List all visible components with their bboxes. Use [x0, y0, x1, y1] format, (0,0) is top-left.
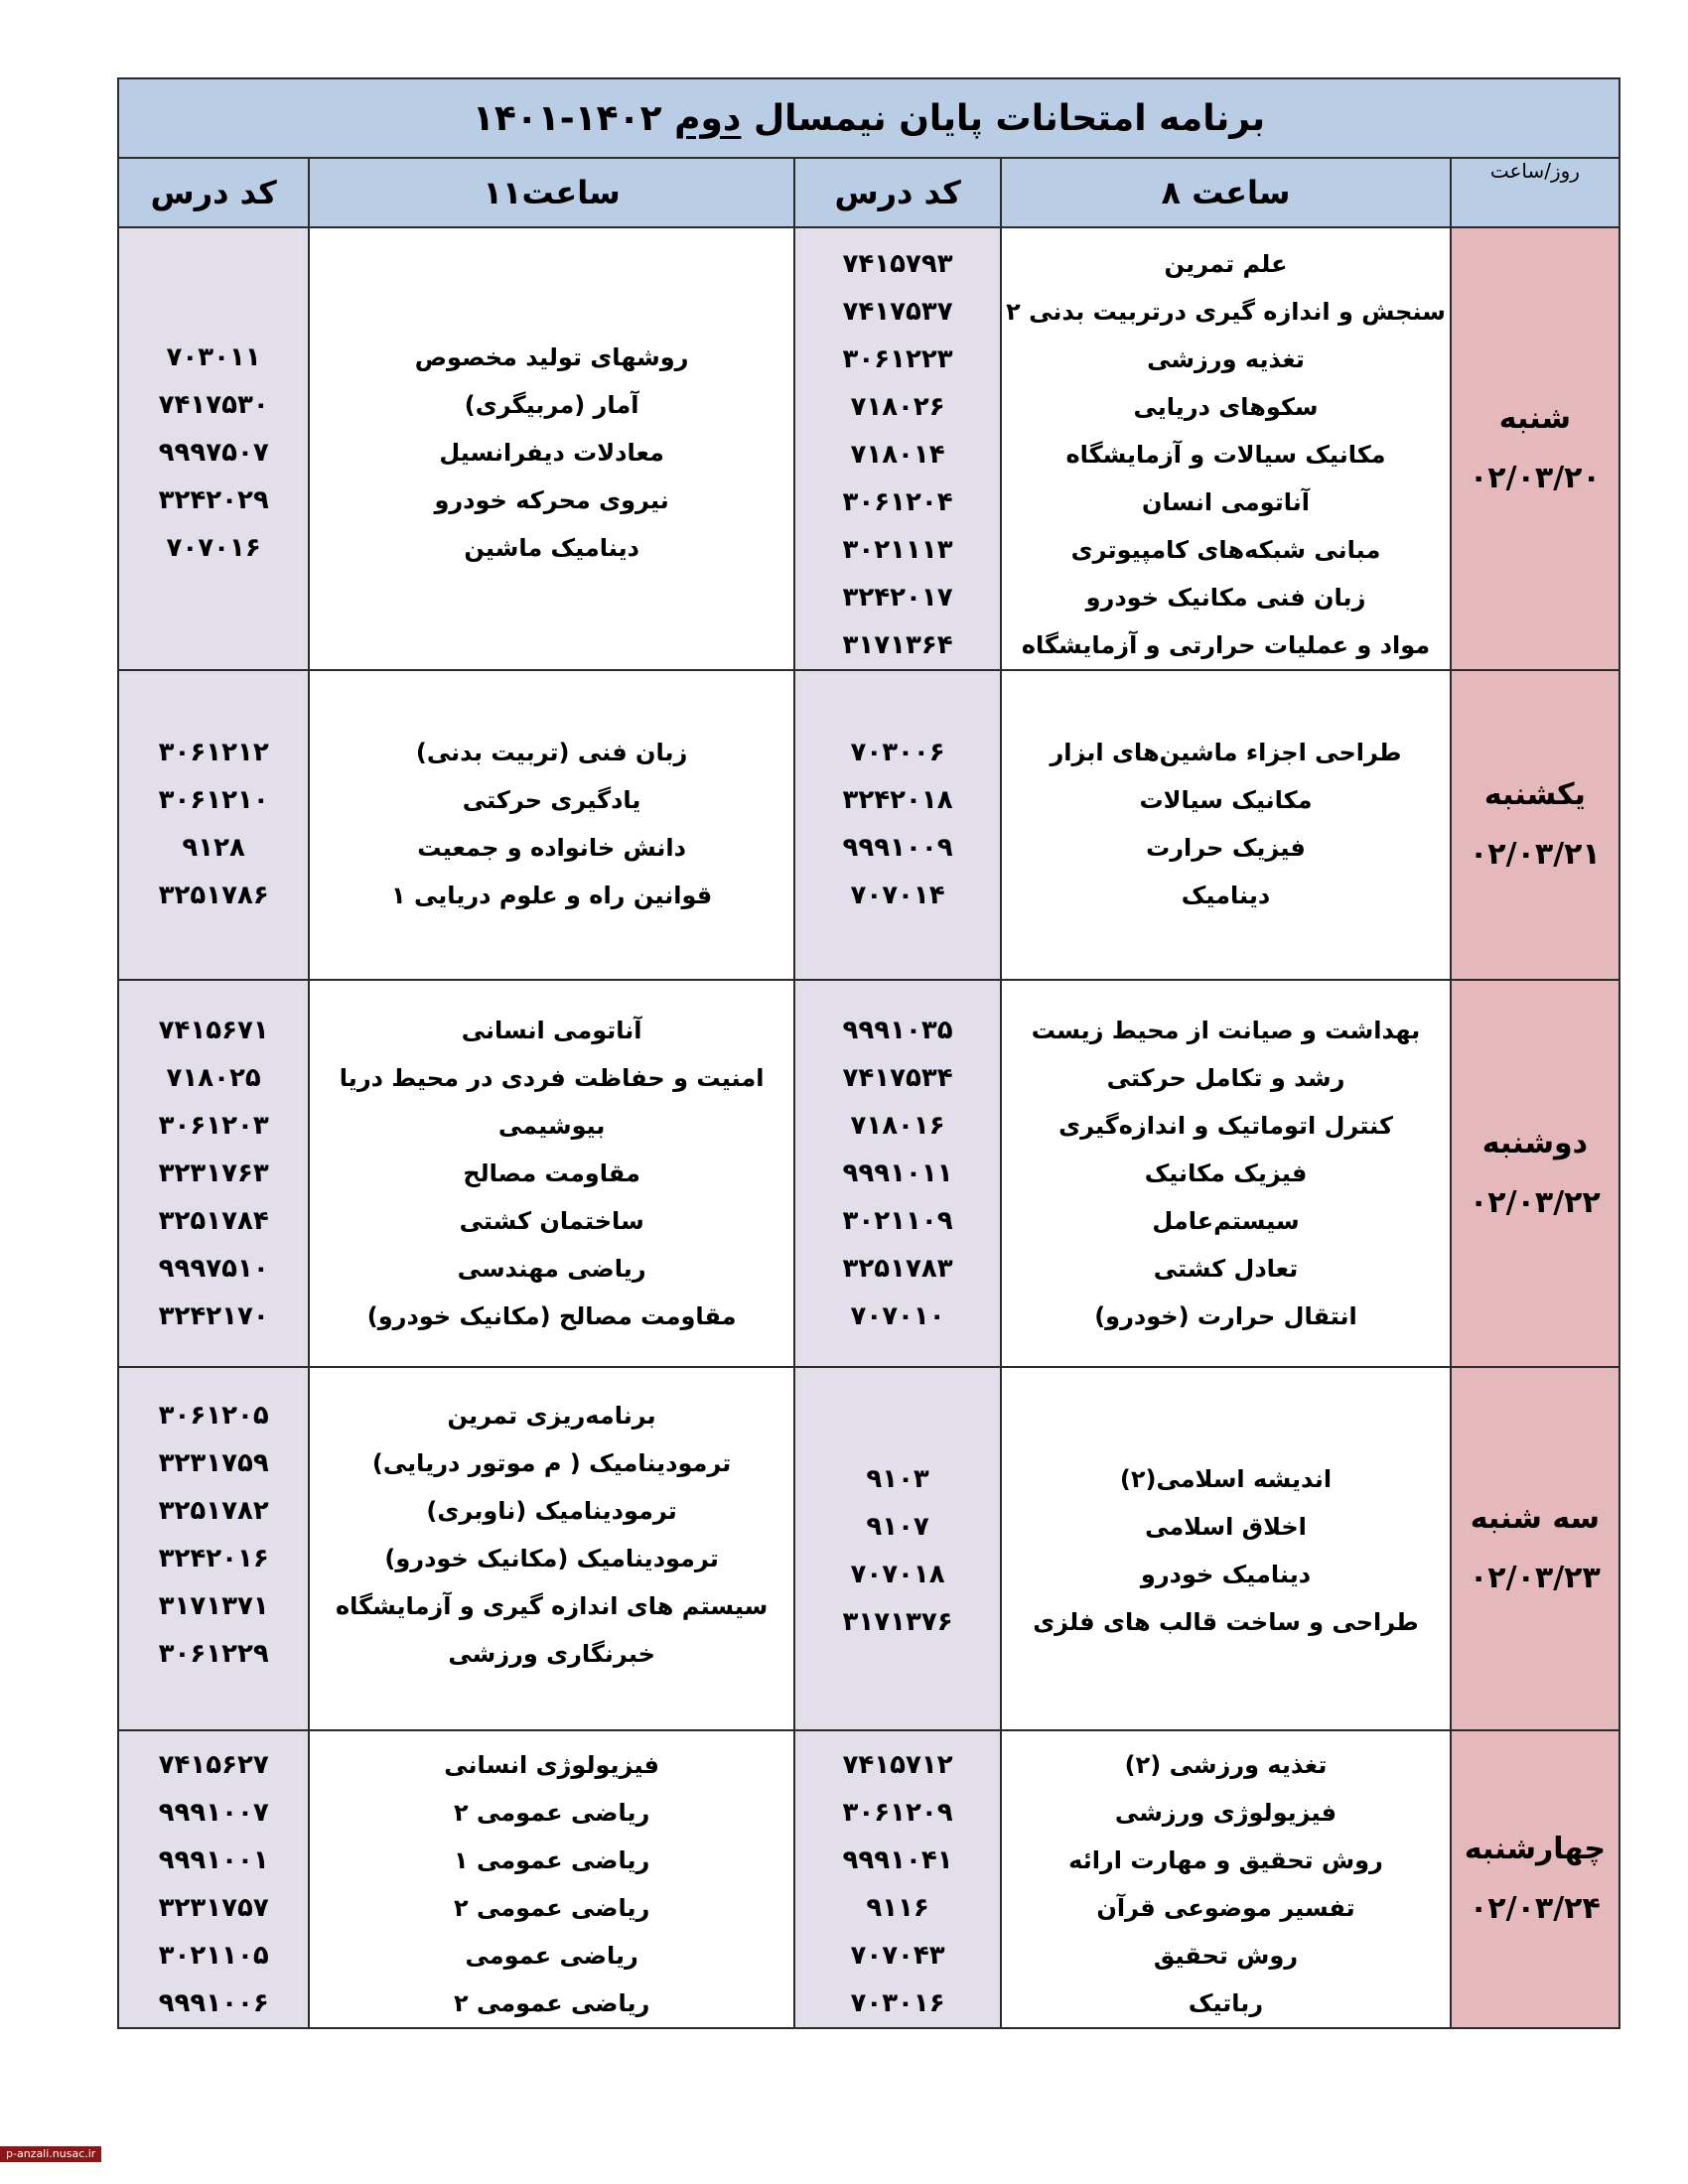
- course-name: سکوهای دریایی: [1133, 393, 1319, 421]
- day-row: [118, 980, 1619, 1367]
- course-name: اندیشه اسلامی(۲): [1119, 1465, 1333, 1493]
- course-list: [1002, 981, 1450, 1340]
- course-code: ۷۴۱۵۶۲۷: [158, 1750, 269, 1780]
- slot-11-codes: [118, 227, 309, 670]
- course-code: ۹۹۹۱۰۰۷: [158, 1798, 269, 1828]
- course-name: دانش خانواده و جمعیت: [417, 834, 686, 862]
- course-name: خبرنگاری ورزشی: [448, 1640, 655, 1668]
- course-name: ساختمان کشتی: [459, 1207, 644, 1235]
- course-name: ریاضی مهندسی: [457, 1255, 646, 1283]
- header-day-time: روز/ساعت: [1451, 158, 1619, 227]
- course-code-list: [119, 228, 308, 572]
- course-name: تفسیر موضوعی قرآن: [1096, 1894, 1355, 1922]
- course-name: روش تحقیق و مهارت ارائه: [1068, 1846, 1383, 1874]
- course-code: ۳۲۵۱۷۸۲: [158, 1496, 269, 1526]
- course-name: ریاضی عمومی ۲: [453, 1989, 650, 2017]
- slot-8-courses: [1001, 1367, 1451, 1730]
- course-code-list: [119, 981, 308, 1340]
- course-code: ۳۰۶۱۲۲۳: [842, 344, 953, 374]
- slot-8-courses: [1001, 1730, 1451, 2028]
- course-name: اخلاق اسلامی: [1145, 1513, 1307, 1541]
- course-name: ترمودینامیک (ناوبری): [426, 1497, 677, 1525]
- course-code: ۳۰۲۱۱۰۵: [158, 1941, 269, 1971]
- day-cell: [1451, 1367, 1619, 1730]
- course-name: روشهای تولید مخصوص: [414, 343, 689, 371]
- course-code: ۳۲۴۲۰۱۷: [842, 583, 953, 613]
- slot-11-courses: [309, 1367, 794, 1730]
- course-list: [310, 981, 793, 1340]
- schedule-title: [118, 78, 1619, 158]
- course-list: [1002, 1731, 1450, 2027]
- course-name: مکانیک سیالات و آزمایشگاه: [1065, 441, 1386, 469]
- course-code: ۳۱۷۱۳۶۴: [842, 630, 953, 660]
- course-code: ۹۹۹۱۰۴۱: [842, 1845, 953, 1875]
- schedule-body: [118, 227, 1619, 2028]
- course-name: کنترل اتوماتیک و اندازه‌گیری: [1058, 1112, 1393, 1140]
- course-name: مقاومت مصالح (مکانیک خودرو): [366, 1302, 737, 1330]
- course-name: آمار (مربیگری): [464, 391, 639, 419]
- course-code: ۳۲۴۲۰۱۸: [842, 785, 953, 815]
- course-name: دینامیک: [1181, 882, 1271, 909]
- course-code: ۳۲۵۱۷۸۳: [842, 1254, 953, 1284]
- course-name: فیزیولوژی ورزشی: [1114, 1799, 1337, 1827]
- course-code-list: [119, 1731, 308, 2027]
- course-name: بیوشیمی: [497, 1112, 606, 1140]
- course-name: معادلات دیفرانسیل: [439, 439, 664, 467]
- course-code: ۳۱۷۱۳۷۱: [158, 1591, 269, 1621]
- course-name: ترمودینامیک ( م موتور دریایی): [371, 1449, 732, 1477]
- course-code: ۷۱۸۰۲۶: [850, 392, 945, 422]
- exam-schedule-table: [117, 77, 1620, 2029]
- day-name: شنبه: [1498, 401, 1571, 436]
- course-name: سنجش و اندازه گیری درتربیت بدنی ۲: [1006, 298, 1446, 326]
- course-name: برنامه‌ریزی تمرین: [447, 1402, 656, 1430]
- course-code: ۳۰۶۱۲۰۳: [158, 1111, 269, 1141]
- course-code: ۳۲۵۱۷۸۶: [158, 881, 269, 910]
- site-logo: p-anzali.nusac.ir: [0, 2146, 101, 2162]
- slot-11-courses: [309, 670, 794, 980]
- header-time-8: ساعت ۸: [1001, 158, 1451, 227]
- course-list: [310, 1368, 793, 1678]
- course-name: ریاضی عمومی ۲: [453, 1894, 650, 1922]
- slot-8-courses: [1001, 227, 1451, 670]
- course-code: ۷۰۳۰۱۶: [850, 1988, 945, 2018]
- course-code: ۳۲۴۲۱۷۰: [158, 1301, 269, 1331]
- course-code: ۳۰۶۱۲۱۲: [158, 738, 269, 767]
- course-name: علم تمرین: [1164, 250, 1288, 278]
- course-code-list: [795, 228, 1000, 669]
- slot-11-codes: [118, 1730, 309, 2028]
- day-name: چهارشنبه: [1464, 1832, 1606, 1866]
- course-code: ۷۰۷۰۱۶: [166, 533, 261, 563]
- course-name: دینامیک ماشین: [464, 534, 639, 562]
- course-name: فیزیولوژی انسانی: [444, 1751, 659, 1779]
- course-code: ۷۱۸۰۱۶: [850, 1111, 945, 1141]
- course-name: طراحی اجزاء ماشین‌های ابزار: [1050, 739, 1402, 766]
- course-list: [1002, 1368, 1450, 1646]
- course-name: ریاضی عمومی ۲: [453, 1799, 650, 1827]
- course-code: ۷۴۱۷۵۳۰: [158, 390, 269, 420]
- course-name: آناتومی انسان: [1142, 488, 1310, 516]
- course-code: ۹۹۹۱۰۰۹: [842, 833, 953, 863]
- course-name: قوانین راه و علوم دریایی ۱: [391, 882, 713, 909]
- day-name: دوشنبه: [1481, 1126, 1588, 1160]
- course-name: طراحی و ساخت قالب های فلزی: [1033, 1608, 1419, 1636]
- course-code-list: [795, 1368, 1000, 1646]
- day-row: [118, 670, 1619, 980]
- day-row: [118, 1367, 1619, 1730]
- course-code: ۷۴۱۷۵۳۷: [842, 297, 953, 327]
- exam-date: ۰۲/۰۳/۲۴: [1470, 1891, 1601, 1926]
- course-code: ۹۱۰۳: [866, 1464, 929, 1494]
- course-name: روش تحقیق: [1153, 1942, 1299, 1970]
- slot-8-courses: [1001, 980, 1451, 1367]
- exam-date: ۰۲/۰۳/۲۲: [1470, 1185, 1601, 1220]
- course-name: فیزیک حرارت: [1146, 834, 1306, 862]
- course-code: ۹۹۹۷۵۰۷: [158, 438, 269, 468]
- course-code: ۷۰۷۰۴۳: [850, 1941, 945, 1971]
- slot-11-courses: [309, 227, 794, 670]
- course-code: ۹۹۹۱۰۰۶: [158, 1988, 269, 2018]
- course-code-list: [119, 1368, 308, 1678]
- course-name: زبان فنی (تربیت بدنی): [415, 739, 688, 766]
- course-code: ۳۲۳۱۷۶۳: [158, 1159, 269, 1188]
- course-code: ۹۹۹۱۰۰۱: [158, 1845, 269, 1875]
- course-code: ۷۰۳۰۰۶: [850, 738, 945, 767]
- course-code: ۷۰۷۰۱۴: [850, 881, 945, 910]
- slot-11-courses: [309, 1730, 794, 2028]
- slot-11-codes: [118, 670, 309, 980]
- column-header-row: [118, 158, 1619, 227]
- course-code: ۳۰۲۱۱۱۳: [842, 535, 953, 565]
- course-code: ۳۲۴۲۰۱۶: [158, 1544, 269, 1573]
- day-cell: [1451, 980, 1619, 1367]
- day-name: سه شنبه: [1470, 1501, 1601, 1536]
- course-code: ۹۱۲۸: [182, 833, 245, 863]
- course-code: ۳۰۶۱۲۲۹: [158, 1639, 269, 1669]
- course-code: ۳۰۶۱۲۰۵: [158, 1401, 269, 1431]
- course-code: ۹۹۹۱۰۳۵: [842, 1016, 953, 1045]
- course-code: ۳۲۳۱۷۵۹: [158, 1448, 269, 1478]
- course-code: ۷۱۸۰۲۵: [166, 1063, 261, 1093]
- course-name: تغذیه ورزشی: [1147, 345, 1305, 373]
- slot-11-codes: [118, 1367, 309, 1730]
- course-name: تعادل کشتی: [1153, 1255, 1299, 1283]
- day-cell: [1451, 1730, 1619, 2028]
- course-name: مکانیک سیالات: [1139, 786, 1313, 814]
- course-code: ۳۲۵۱۷۸۴: [158, 1206, 269, 1236]
- title-semester: دوم: [674, 97, 742, 139]
- exam-date: ۰۲/۰۳/۲۳: [1470, 1561, 1601, 1595]
- day-name: یکشنبه: [1483, 777, 1586, 812]
- course-name: دینامیک خودرو: [1140, 1561, 1312, 1588]
- course-code-list: [795, 671, 1000, 919]
- header-code-11: کد درس: [118, 158, 309, 227]
- header-code-8: کد درس: [794, 158, 1001, 227]
- course-code: ۳۰۶۱۲۱۰: [158, 785, 269, 815]
- course-list: [310, 228, 793, 572]
- course-list: [310, 1731, 793, 2027]
- course-code: ۹۱۱۶: [866, 1893, 929, 1923]
- course-code-list: [795, 981, 1000, 1340]
- course-code: ۷۴۱۷۵۳۴: [842, 1063, 953, 1093]
- course-code: ۹۱۰۷: [866, 1512, 929, 1542]
- course-name: یادگیری حرکتی: [462, 786, 641, 814]
- course-code: ۷۴۱۵۷۱۲: [842, 1750, 953, 1780]
- slot-11-courses: [309, 980, 794, 1367]
- course-code: ۷۴۱۵۷۹۳: [842, 249, 953, 279]
- slot-8-codes: [794, 1367, 1001, 1730]
- day-row: [118, 1730, 1619, 2028]
- course-name: بهداشت و صیانت از محیط زیست: [1031, 1017, 1421, 1044]
- slot-11-codes: [118, 980, 309, 1367]
- day-cell: [1451, 670, 1619, 980]
- course-code: ۳۰۲۱۱۰۹: [842, 1206, 953, 1236]
- course-name: نیروی محرکه خودرو: [434, 486, 669, 514]
- course-code: ۳۱۷۱۳۷۶: [842, 1607, 953, 1637]
- course-name: ریاضی عمومی: [465, 1942, 638, 1970]
- course-code: ۳۰۶۱۲۰۴: [842, 487, 953, 517]
- course-name: زبان فنی مکانیک خودرو: [1085, 584, 1366, 612]
- course-name: آناتومی انسانی: [461, 1017, 642, 1044]
- exam-date: ۰۲/۰۳/۲۰: [1470, 461, 1601, 495]
- course-code: ۳۰۶۱۲۰۹: [842, 1798, 953, 1828]
- course-code: ۷۱۸۰۱۴: [850, 440, 945, 470]
- course-name: مقاومت مصالح: [463, 1160, 640, 1187]
- course-name: ترمودینامیک (مکانیک خودرو): [384, 1545, 719, 1572]
- course-code-list: [119, 671, 308, 919]
- course-name: انتقال حرارت (خودرو): [1094, 1302, 1357, 1330]
- course-name: سیستم‌عامل: [1152, 1207, 1300, 1235]
- course-code: ۹۹۹۷۵۱۰: [158, 1254, 269, 1284]
- title-prefix: برنامه امتحانات پایان نیمسال: [753, 97, 1266, 139]
- course-code: ۷۰۷۰۱۰: [850, 1301, 945, 1331]
- slot-8-codes: [794, 227, 1001, 670]
- title-row: [118, 78, 1619, 158]
- course-name: مواد و عملیات حرارتی و آزمایشگاه: [1021, 631, 1431, 659]
- course-name: رشد و تکامل حرکتی: [1106, 1064, 1345, 1092]
- title-year: ۱۴۰۲-۱۴۰۱: [472, 97, 662, 139]
- course-name: سیستم های اندازه گیری و آزمایشگاه: [335, 1592, 769, 1620]
- course-name: امنیت و حفاظت فردی در محیط دریا: [339, 1064, 765, 1092]
- day-row: [118, 227, 1619, 670]
- course-code-list: [795, 1731, 1000, 2027]
- exam-date: ۰۲/۰۳/۲۱: [1470, 837, 1601, 872]
- course-name: فیزیک مکانیک: [1144, 1160, 1308, 1187]
- course-list: [1002, 228, 1450, 669]
- slot-8-courses: [1001, 670, 1451, 980]
- course-list: [310, 671, 793, 919]
- course-name: مبانی شبکه‌های کامپیوتری: [1070, 536, 1381, 564]
- slot-8-codes: [794, 980, 1001, 1367]
- day-cell: [1451, 227, 1619, 670]
- course-name: رباتیک: [1188, 1989, 1264, 2017]
- course-code: ۷۴۱۵۶۷۱: [158, 1016, 269, 1045]
- slot-8-codes: [794, 670, 1001, 980]
- header-time-11: ساعت۱۱: [309, 158, 794, 227]
- course-list: [1002, 671, 1450, 919]
- course-code: ۳۲۳۱۷۵۷: [158, 1893, 269, 1923]
- course-name: ریاضی عمومی ۱: [453, 1846, 650, 1874]
- course-code: ۹۹۹۱۰۱۱: [842, 1159, 953, 1188]
- course-code: ۷۰۳۰۱۱: [166, 342, 261, 372]
- course-code: ۳۲۴۲۰۲۹: [158, 485, 269, 515]
- course-name: تغذیه ورزشی (۲): [1124, 1751, 1328, 1779]
- course-code: ۷۰۷۰۱۸: [850, 1560, 945, 1589]
- slot-8-codes: [794, 1730, 1001, 2028]
